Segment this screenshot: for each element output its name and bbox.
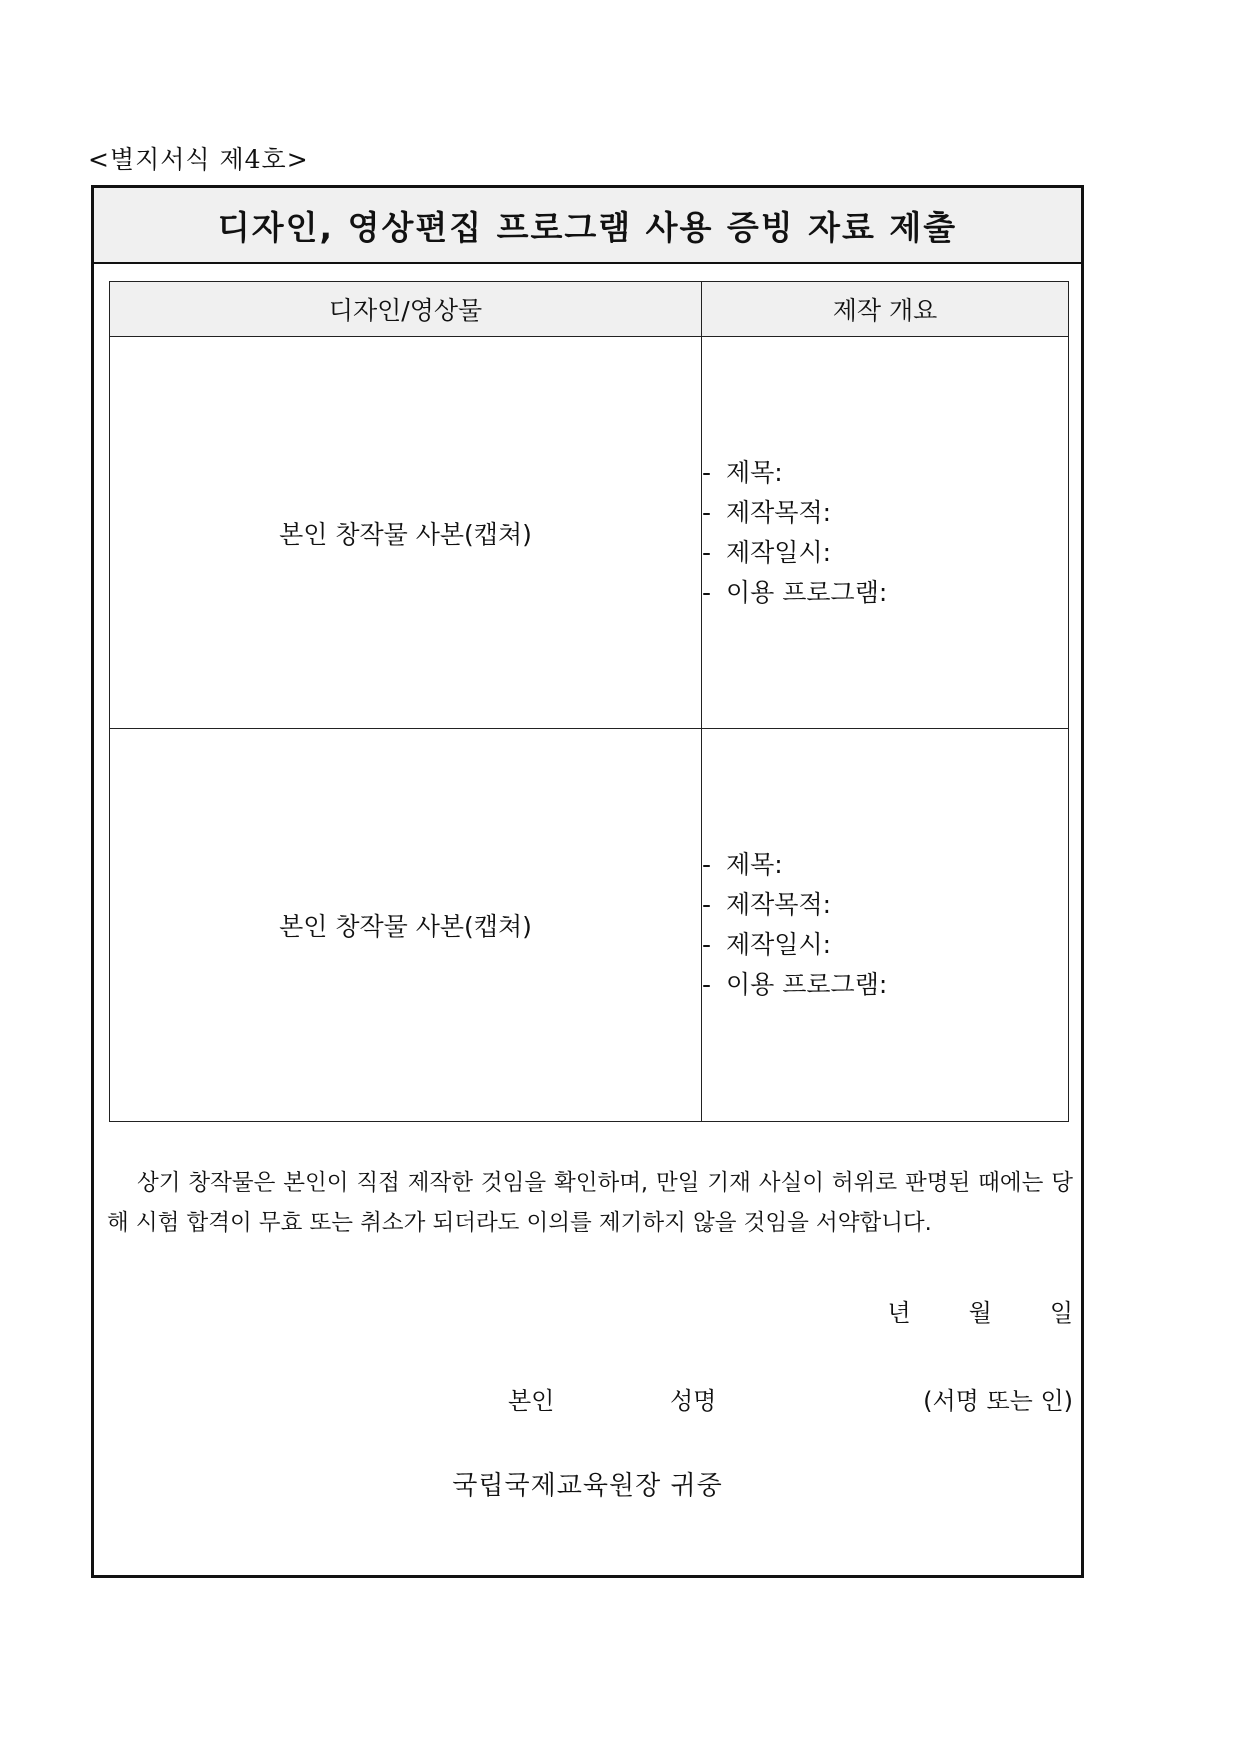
date-month-label: 월: [968, 1299, 992, 1327]
capture-cell[interactable]: 본인 창작물 사본(캡쳐): [110, 337, 702, 729]
table-header-row: [110, 282, 1069, 337]
date-day-label: 일: [1049, 1299, 1073, 1327]
date-year-label: 년: [887, 1299, 911, 1327]
signer-name-label: 성명: [670, 1387, 717, 1415]
overview-item-purpose: - 제작목적:: [702, 497, 832, 527]
overview-item-purpose: - 제작목적:: [702, 890, 832, 919]
date-line: [887, 1293, 1073, 1328]
overview-cell[interactable]: [702, 337, 1069, 729]
submission-table: [109, 281, 1069, 1122]
overview-item-title: - 제목:: [702, 850, 783, 879]
form-frame: [91, 185, 1084, 1578]
pledge-statement: 상기 창작물은 본인이 직접 제작한 것임을 확인하며, 만일 기재 사실이 허위로 판명된 때에는 당해 시험 합격이 무효 또는 취소가 되더라도 이의를 제기하지 않을 것임을 서약합니다.: [107, 1170, 1073, 1236]
table-row: [110, 337, 1069, 729]
header-design-media: 디자인/영상물: [110, 282, 702, 337]
overview-item-date: - 제작일시:: [702, 537, 832, 567]
overview-item-date: - 제작일시:: [702, 930, 832, 959]
header-production-overview: 제작 개요: [702, 282, 1069, 337]
capture-cell[interactable]: 본인 창작물 사본(캡쳐): [110, 729, 702, 1122]
addressee: 국립국제교육원장 귀중: [452, 1471, 723, 1501]
signature-note: (서명 또는 인): [923, 1387, 1073, 1415]
overview-cell[interactable]: [702, 729, 1069, 1122]
form-title: 디자인, 영상편집 프로그램 사용 증빙 자료 제출: [94, 188, 1081, 264]
signer-self-label: 본인: [508, 1387, 555, 1415]
overview-item-program: - 이용 프로그램:: [702, 577, 888, 607]
form-number-label: <별지서식 제4호>: [88, 145, 309, 174]
overview-item-title: - 제목:: [702, 457, 783, 487]
table-row: [110, 729, 1069, 1122]
overview-item-program: - 이용 프로그램:: [702, 970, 888, 999]
